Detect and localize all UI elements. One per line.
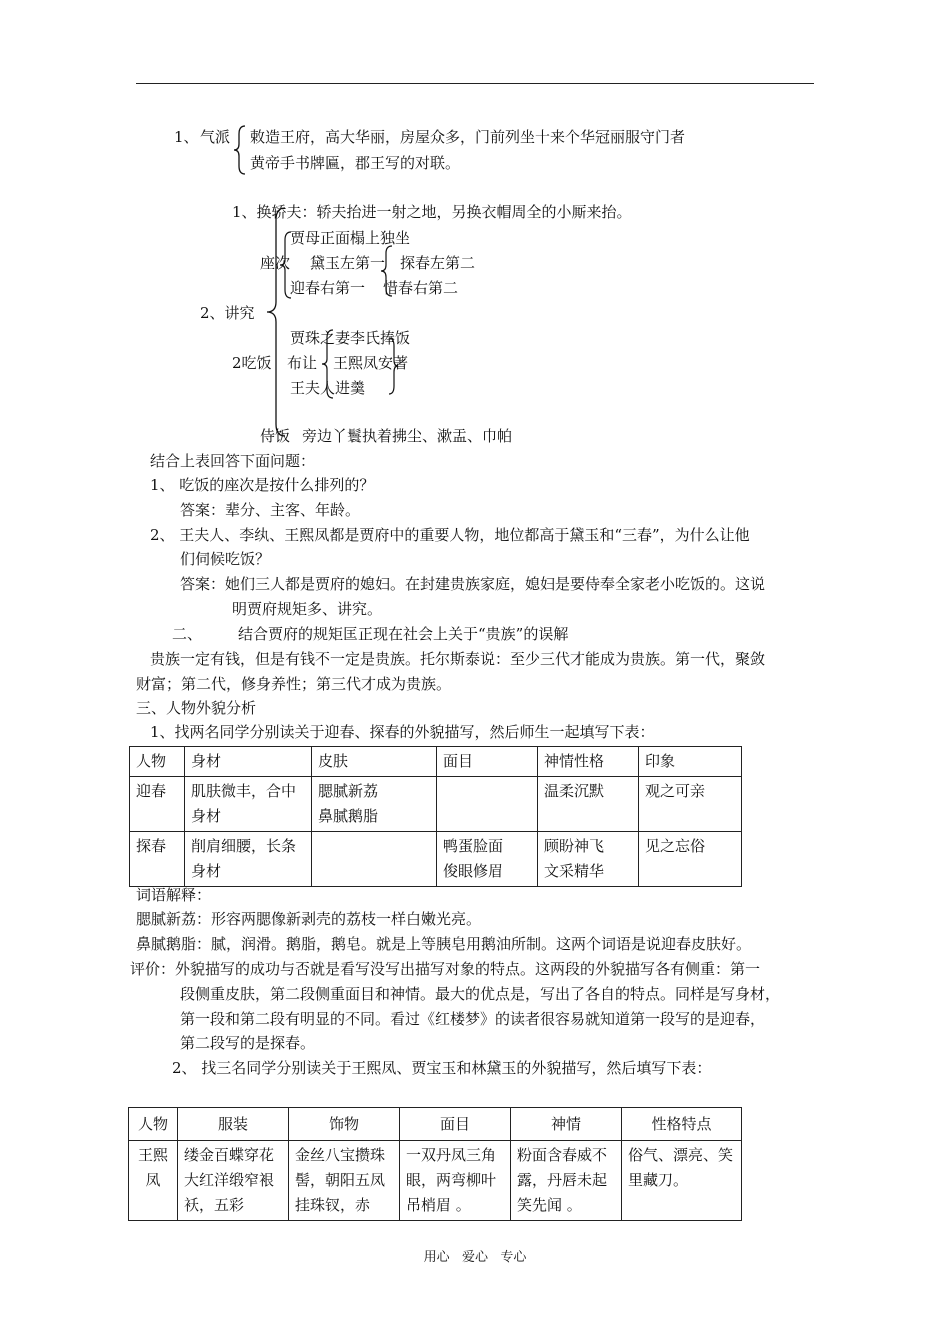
pai-line2: 黄帝手书牌匾，郡王写的对联。 — [250, 154, 461, 172]
table2-header: 人物 — [129, 1108, 178, 1141]
eat-label: 2吃饭 — [232, 354, 272, 372]
table1-cell — [437, 777, 538, 832]
brace-pai — [233, 124, 249, 176]
eat-c: 王夫人进羹 — [290, 379, 366, 397]
table2-header: 神情 — [511, 1108, 622, 1141]
table1-cell: 削肩细腰，长条身材 — [185, 832, 312, 887]
three-task2: 2、 找三名同学分别读关于王熙凤、贾宝玉和林黛玉的外貌描写，然后填写下表： — [172, 1059, 712, 1077]
gloss-2: 鼻腻鹅脂：腻，润滑。鹅脂，鹅皂。就是上等胰皂用鹅油所制。这两个词语是说迎春皮肤好。 — [136, 935, 752, 953]
serve-label: 侍饭 — [260, 427, 291, 445]
table2-cell: 金丝八宝攒珠髻，朝阳五凤挂珠钗，赤 — [289, 1141, 400, 1221]
table-row — [129, 1141, 742, 1221]
seat-b: 黛玉左第一 — [310, 254, 386, 272]
table1-cell: 鸭蛋脸面 俊眼修眉 — [437, 832, 538, 887]
qa-q2-line1: 2、 王夫人、李纨、王熙凤都是贾府中的重要人物，地位都高于黛玉和“三春”，为什么让他 — [150, 526, 750, 544]
seat-label: 座次 — [260, 254, 291, 272]
two-para-line2: 财富；第二代，修身养性；第三代才成为贵族。 — [136, 675, 452, 693]
table2-header: 性格特点 — [622, 1108, 742, 1141]
table1-cell: 肌肤微丰，合中身材 — [185, 777, 312, 832]
table1-cell — [312, 832, 437, 887]
gloss-title: 词语解释： — [136, 886, 212, 904]
table1-cell: 见之忘俗 — [639, 832, 742, 887]
table2-header-row — [129, 1108, 742, 1141]
table1-header: 神情性格 — [538, 747, 639, 777]
qa-a2-line2: 明贾府规矩多、讲究。 — [232, 600, 383, 618]
seat-a: 贾母正面榻上独坐 — [290, 229, 411, 247]
table-wangxifeng — [128, 1107, 742, 1221]
seat-e: 惜春右第二 — [383, 279, 459, 297]
jiang-item1: 1、换轿夫：轿夫抬进一射之地，另换衣帽周全的小厮来抬。 — [232, 203, 632, 221]
eval-line3: 第一段和第二段有明显的不同。看过《红楼梦》的读者很容易就知道第一段写的是迎春， — [180, 1010, 766, 1028]
eat-b: 王熙凤安著 — [333, 354, 409, 372]
table-row — [130, 832, 742, 887]
table2-cell: 俗气、漂亮、笑里藏刀。 — [622, 1141, 742, 1221]
header-rule — [136, 83, 814, 84]
table1-cell: 迎春 — [130, 777, 185, 832]
table1-cell: 腮腻新荔 鼻腻鹅脂 — [312, 777, 437, 832]
qa-a2-line1: 答案：她们三人都是贾府的媳妇。在封建贵族家庭，媳妇是要侍奉全家老小吃饭的。这说 — [180, 575, 766, 593]
qa-q1: 1、 吃饭的座次是按什么排列的？ — [150, 476, 375, 494]
qa-intro: 结合上表回答下面问题： — [150, 452, 316, 470]
table-yingchun-tanchun — [129, 746, 742, 887]
two-heading-num: 二、 — [172, 625, 203, 643]
table2-header: 服装 — [178, 1108, 289, 1141]
table1-cell: 顾盼神飞 文采精华 — [538, 832, 639, 887]
two-heading-text: 结合贾府的规矩匡正现在社会上关于“贵族”的误解 — [238, 625, 569, 643]
three-task1: 1、找两名同学分别读关于迎春、探春的外貌描写，然后师生一起填写下表： — [150, 723, 655, 741]
jiang-label2: 2、讲究 — [200, 304, 255, 322]
table2-cell: 王熙凤 — [129, 1141, 178, 1221]
table1-cell: 观之可亲 — [639, 777, 742, 832]
pai-line1: 敕造王府，高大华丽，房屋众多，门前列坐十来个华冠丽服守门者 — [250, 128, 686, 146]
table2-cell: 粉面含春威不露，丹唇未起笑先闻 。 — [511, 1141, 622, 1221]
table2-header: 饰物 — [289, 1108, 400, 1141]
gloss-1: 腮腻新荔：形容两腮像新剥壳的荔枝一样白嫩光亮。 — [136, 910, 482, 928]
table1-header: 皮肤 — [312, 747, 437, 777]
pai-label: 气派 — [200, 128, 231, 146]
qa-a1: 答案：辈分、主客、年龄。 — [180, 501, 361, 519]
eat-sub: 布让 — [287, 354, 318, 372]
two-para-line1: 贵族一定有钱，但是有钱不一定是贵族。托尔斯泰说：至少三代才能成为贵族。第一代，聚敛 — [150, 650, 766, 668]
qa-q2-line2: 们伺候吃饭？ — [180, 550, 271, 568]
table1-header: 印象 — [639, 747, 742, 777]
table1-cell: 探春 — [130, 832, 185, 887]
eval-line2: 段侧重皮肤，第二段侧重面目和神情。最大的优点是，写出了各自的特点。同样是写身材， — [180, 985, 781, 1003]
table2-cell: 缕金百蝶穿花大红洋缎窄裉袄，五彩 — [178, 1141, 289, 1221]
brace-eat-right — [386, 336, 400, 396]
eval-line1: 评价：外貌描写的成功与否就是看写没写出描写对象的特点。这两段的外貌描写各有侧重：第一 — [130, 960, 761, 978]
table1-cell: 温柔沉默 — [538, 777, 639, 832]
serve-text: 旁边丫鬟执着拂尘、漱盂、巾帕 — [302, 427, 513, 445]
table1-header-row — [130, 747, 742, 777]
eval-line4: 第二段写的是探春。 — [180, 1034, 316, 1052]
eat-a: 贾珠之妻李氏捧饭 — [290, 329, 411, 347]
page-footer: 用心 爱心 专心 — [423, 1250, 527, 1265]
table1-header: 身材 — [185, 747, 312, 777]
three-heading: 三、人物外貌分析 — [136, 699, 257, 717]
seat-c: 探春左第二 — [400, 254, 476, 272]
table1-header: 面目 — [437, 747, 538, 777]
table-row — [130, 777, 742, 832]
table1-header: 人物 — [130, 747, 185, 777]
table2-header: 面目 — [400, 1108, 511, 1141]
table2-cell: 一双丹凤三角眼，两弯柳叶吊梢眉 。 — [400, 1141, 511, 1221]
pai-num: 1、 — [174, 128, 199, 146]
seat-d: 迎春右第一 — [290, 279, 366, 297]
